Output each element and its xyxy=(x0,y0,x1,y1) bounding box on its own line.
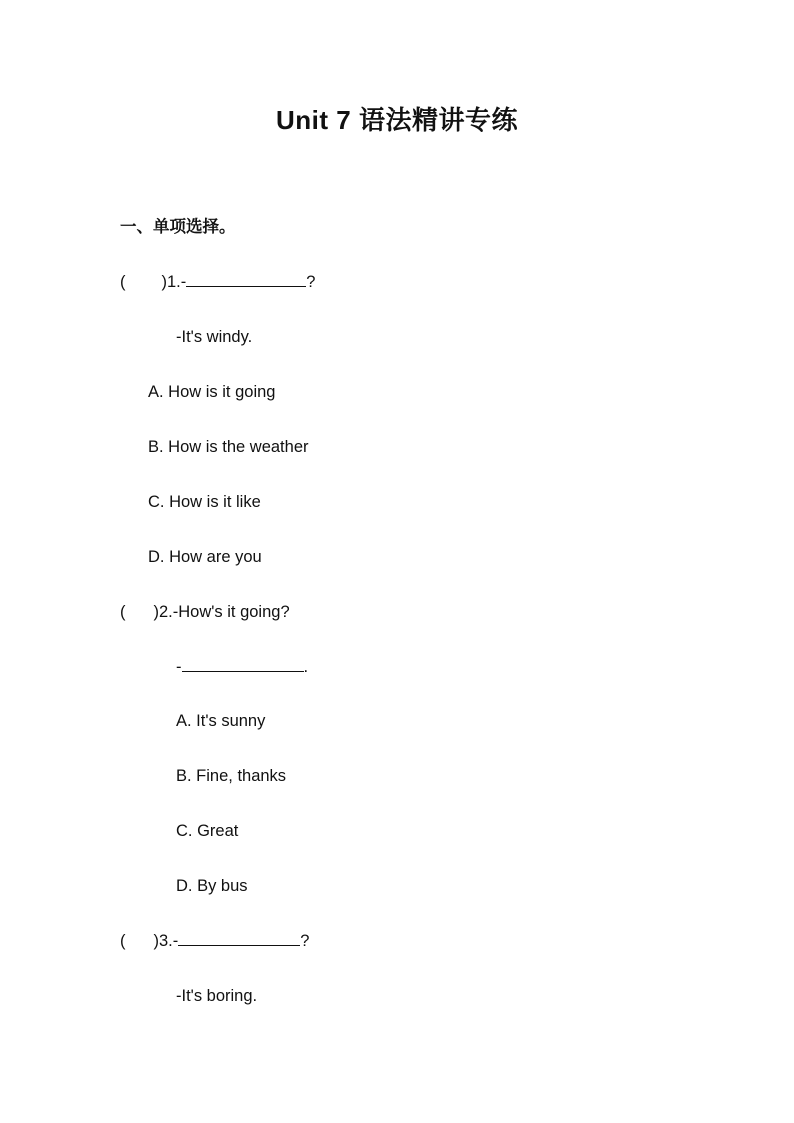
question-2-answer-suffix: . xyxy=(303,658,309,676)
question-2-answer-prefix: - xyxy=(176,658,182,676)
question-1-suffix: ? xyxy=(306,273,316,291)
question-1-number: )1.- xyxy=(161,273,187,291)
question-3 xyxy=(120,930,309,952)
question-2-option-d[interactable]: D. By bus xyxy=(176,877,248,895)
question-1-answer-line: -It's windy. xyxy=(176,328,253,346)
question-1-option-c[interactable]: C. How is it like xyxy=(148,493,261,511)
question-2-paren: ( xyxy=(120,603,126,621)
section-heading: 一、单项选择。 xyxy=(120,218,236,236)
question-2-blank[interactable] xyxy=(182,656,304,672)
question-3-suffix: ? xyxy=(300,932,310,950)
question-2-option-a[interactable]: A. It's sunny xyxy=(176,712,266,730)
question-3-number: )3.- xyxy=(153,932,179,950)
question-1-option-b[interactable]: B. How is the weather xyxy=(148,438,309,456)
question-3-answer-line: -It's boring. xyxy=(176,987,258,1005)
question-2-option-b[interactable]: B. Fine, thanks xyxy=(176,767,287,785)
page-title: Unit 7 语法精讲专练 xyxy=(276,105,518,135)
question-2-answer-line xyxy=(176,656,308,678)
question-1-blank[interactable] xyxy=(186,271,306,287)
question-2-stem: )2.-How's it going? xyxy=(153,603,290,621)
question-1-option-d[interactable]: D. How are you xyxy=(148,548,262,566)
question-2 xyxy=(120,601,290,623)
question-2-option-c[interactable]: C. Great xyxy=(176,822,239,840)
question-1 xyxy=(120,271,315,293)
question-3-paren: ( xyxy=(120,932,126,950)
question-1-option-a[interactable]: A. How is it going xyxy=(148,383,276,401)
question-1-paren: ( xyxy=(120,273,126,291)
question-3-blank[interactable] xyxy=(178,930,300,946)
